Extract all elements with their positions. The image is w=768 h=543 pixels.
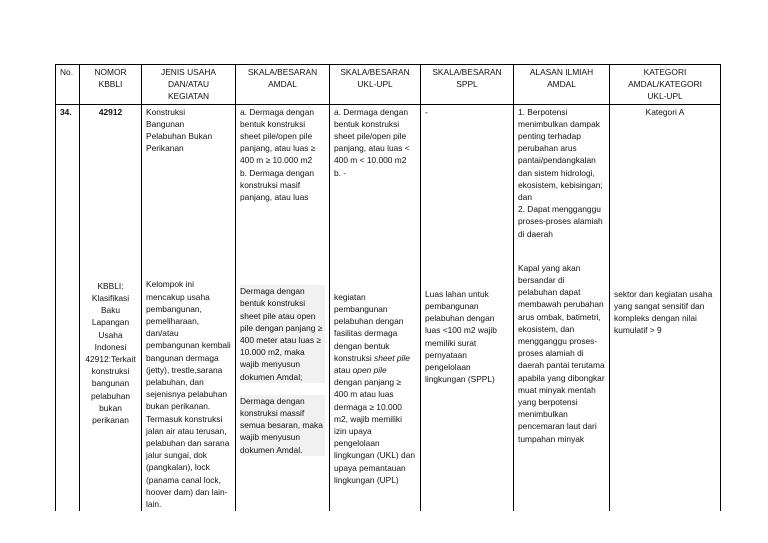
row-number-cell: [56, 104, 80, 511]
ukl-text-open-pile: open pile: [352, 365, 387, 376]
ukl-text-sheet-pile: sheet pile: [374, 352, 410, 363]
ukl-text-a: kegiatan pembangunan pelabuhan dengan fasilitas dermaga dengan bentuk konstruksi: [334, 291, 404, 363]
header-row: [56, 65, 721, 105]
kategori-description: sektor dan kegiatan usaha yang sangat sensitif dan kompleks dengan nilai kumulatif > 9: [614, 288, 713, 336]
kbbli-cell: [80, 104, 142, 511]
header-skala-ukl-upl: SKALA/BESARAN UKL-UPL: [330, 65, 421, 105]
header-skala-amdal: SKALA/BESARAN AMDAL: [236, 65, 330, 105]
header-no: No.: [56, 65, 80, 105]
alasan-ilmiah-description: Kapal yang akan bersandar di pelabuhan dapat membawah perubahan arus ombak, batimetri, ekosistem, dan mengganggu proses-proses alamiah di daerah pantai terutama apabila yang dibongkar muat minyak mentah yang berpotensi menimbulkan pencemaran laut dari tumpahan minyak: [518, 262, 605, 444]
kategori-cell: [610, 104, 721, 511]
jenis-usaha-description: Kelompok ini mencakup usaha pembangunan, pemeliharaan, dan/atau pembangunan kembali bangunan dermaga (jetty), trestle,sarana pelabuhan, dan sejenisnya pelabuhan bukan perikanan. Termasuk konstruksi jalan air atau terusan, pelabuhan dan sarana jalur sungai, dok (pangkalan), lock (panama canal lock, hoover dam) dan lain-lain.: [146, 279, 231, 510]
table-row: [56, 104, 721, 511]
alasan-ilmiah-top: 1. Berpotensi menimbulkan dampak penting terhadap perubahan arus pantai/pendangkalan dan sistem hidrologi, ekosistem, kebisingan; dan 2. Dapat mengganggu proses-proses alamiah di daerah: [518, 106, 603, 239]
skala-amdal-paragraph-2: Dermaga dengan konstruksi massif semua besaran, maka wajib menyusun dokumen Amdal.: [240, 395, 325, 456]
skala-ukl-top: a. Dermaga dengan bentuk konstruksi sheet pile/open pile panjang, atau luas < 400 m < 10.000 m2 b. -: [334, 106, 410, 178]
kategori-top: Kategori A: [645, 106, 685, 117]
skala-amdal-cell: [236, 104, 330, 511]
header-skala-sppl: SKALA/BESARAN SPPL: [421, 65, 514, 105]
header-kategori: KATEGORI AMDAL/KATEGORI UKL-UPL: [610, 65, 721, 105]
skala-amdal-top: a. Dermaga dengan bentuk konstruksi sheet pile/open pile panjang, atau luas ≥ 400 m ≥ 10.000 m2 b. Dermaga dengan konstruksi masif panjang, atau luas: [240, 106, 316, 203]
header-alasan-ilmiah: ALASAN ILMIAH AMDAL: [514, 65, 610, 105]
skala-sppl-top: -: [425, 106, 428, 117]
skala-amdal-paragraph-1: Dermaga dengan bentuk konstruksi sheet pile atau open pile dengan panjang ≥ 400 meter atau luas ≥ 10.000 m2, maka wajib menyusun dokumen Amdal;: [240, 285, 325, 383]
ukl-text-c: dengan panjang ≥ 400 m atau luas dermaga ≥ 10.000 m2, wajib memiliki izin upaya pengelolaan lingkungan (UKL) dan upaya pemantauan lingkungan (UPL): [334, 377, 416, 485]
kbbli-code: 42912: [98, 106, 123, 117]
skala-ukl-description: [334, 291, 416, 486]
kbbli-table: [55, 64, 721, 511]
skala-ukl-cell: [330, 104, 421, 511]
header-nomor-kbbli: NOMOR KBBLI: [80, 65, 142, 105]
header-jenis-usaha: JENIS USAHA DAN/ATAU KEGIATAN: [142, 65, 236, 105]
jenis-usaha-cell: [142, 104, 236, 511]
skala-sppl-cell: [421, 104, 514, 511]
row-number: 34.: [60, 106, 72, 117]
kbbli-description: KBBLI: Klasifikasi Baku Lapangan Usaha Indonesi 42912:Terkait konstruksi bangunan pelabuhan bukan perikanan: [85, 280, 136, 426]
skala-sppl-description: Luas lahan untuk pembangunan pelabuhan dengan luas <100 m2 wajib memiliki surat pernyataan pengelolaan lingkungan (SPPL): [425, 288, 497, 385]
alasan-ilmiah-cell: [514, 104, 610, 511]
ukl-text-b: atau: [334, 365, 353, 376]
jenis-usaha-title: Konstruksi Bangunan Pelabuhan Bukan Perikanan: [146, 106, 213, 154]
